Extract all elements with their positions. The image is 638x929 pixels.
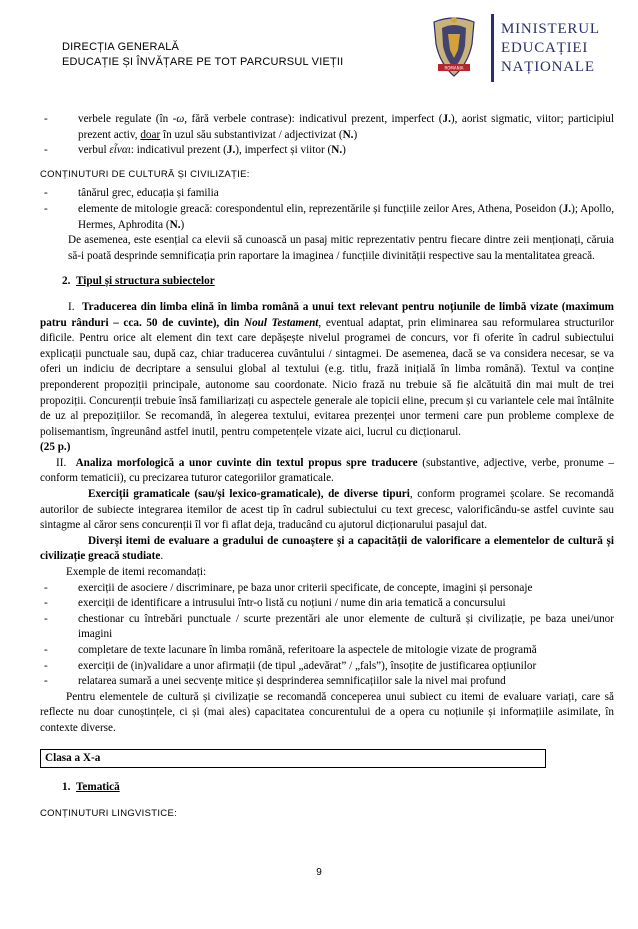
ministry-logo-text — [501, 20, 600, 77]
ministry-line-2: EDUCAȚIEI — [501, 40, 589, 56]
directorate-line-1: DIRECȚIA GENERALĂ — [62, 41, 180, 53]
closing-paragraph: Pentru elementele de cultură și civilizație se recomandă conceperea unui subiect cu itemi de evaluare variați, care să reflecte nu doar cunoștințele, ci și (mai ales) capacitatea concurentului de a opera cu noțiunile și informațiile asimilate, în contexte diverse. — [40, 690, 614, 734]
section-heading: 1. Tematică — [62, 781, 120, 794]
coat-of-arms-icon — [428, 14, 480, 80]
list-item: - exerciții de asociere / discriminare, pe baza unor criterii specificate, de concepte, imagini și personaje — [40, 581, 614, 597]
item-morphology: II. Analiza morfologică a unor cuvinte din textul propus spre traducere (substantive, adjective, verbe, pronume – conform tematicii), cu precizarea tuturor categoriilor gramaticale. — [40, 456, 614, 485]
class-box: Clasa a X-a — [40, 749, 546, 769]
examples-heading: Exemple de itemi recomandați: — [66, 566, 207, 579]
list-item: - chestionar cu întrebări punctuale / scurte prezentări ale unor elemente de cultură și civilizație, pe baza unei/unor imagini — [40, 612, 614, 643]
culture-heading: CONȚINUTURI DE CULTURĂ ȘI CIVILIZAȚIE: — [40, 168, 250, 180]
header-divider — [491, 14, 494, 82]
list-item: - elemente de mitologie greacă: corespondentul elin, reprezentările și funcțiile zeilor Ares, Athena, Poseidon (J.); Apollo, Hermes, Aphrodita (N.) — [40, 202, 614, 233]
document-body — [40, 112, 614, 825]
directorate-line-2: EDUCAȚIE ȘI ÎNVĂȚARE PE TOT PARCURSUL VIEȚII — [62, 56, 344, 68]
section-heading: 2. Tipul și structura subiectelor — [62, 275, 215, 288]
list-item: - exerciții de identificare a intrusului într-o listă cu noțiuni / nume din aria tematică a concursului — [40, 596, 614, 612]
item-translation: I. Traducerea din limba elină în limba română a unui text relevant pentru noțiunile de limbă vizate (maximum patru rânduri – cca. 50 de cuvinte), din Noul Testament, eventual adaptat, prin eliminarea sau reformularea structurilor dificile. Pentru orice alt element din text care depășește nivelul programei de concurs, vor fi oferite în cadrul subiectului explicații punctuale sau, după caz, chiar traducerea cuvântului / sintagmei. De asemenea, dacă se va considera necesar, se va oferi un indiciu de decriptare a sensului global al textului (e.g. titlu, frază inițială în limba română). Textul va conține preponderent propoziții principale, autonome sau coordonate. Nicio frază nu trebuie să fie alcătuită din mai mult de trei propoziții. Concurenții trebuie însă familiarizați cu aspectele generale ale topicii eline, precum și cu variantele cele mai întâlnite de uz al prepozițiilor. Se recomandă, în alegerea textului, evitarea prezenței unor termeni care pun probleme complexe de polisemantism, îngreunând astfel inutil, pentru competențele vizate aici, lucrul cu dicționarul. (25 p.) — [40, 300, 615, 454]
exercises-paragraph: Exerciții gramaticale (sau/și lexico-gramaticale), de diverse tipuri, conform programei școlare. Se recomandă autorilor de subiecte integrarea itemilor de acest tip în cadrul subiectului cu text grecesc, valorificându-se astfel cuvinte sau sintagme al căror sens concurenții îl vor fi aflat deja, traducând cu ajutorul dicționarului pasajul dat. — [40, 488, 614, 532]
list-item: - exerciții de (in)validare a unor afirmații (de tipul „adevărat” / „fals”), însoțite de justificarea opțiunilor — [40, 659, 614, 675]
linguistic-heading: CONȚINUTURI LINGVISTICE: — [40, 807, 178, 819]
ministry-line-3: NAȚIONALE — [501, 59, 595, 75]
list-item: - verbele regulate (în -ω, fără verbele contrase): indicativul prezent, imperfect (J.), aorist sigmatic, viitor; participiul prezent activ, doar în uzul său substantivizat / adjectivizat (N.) — [40, 112, 614, 143]
list-item: - relatarea sumară a unei secvențe mitice și desprinderea semnificațiilor sale la nivel mai profund — [40, 674, 614, 690]
ministry-line-1: MINISTERUL — [501, 21, 600, 37]
culture-note: De asemenea, este esențial ca elevii să cunoască un pasaj mitic reprezentativ pentru fiecare dintre zeii menționați, căruia să-i poată desprinde semnificația prin raportare la imaginea / funcțiile divinității respective sau la mentalitatea greacă. — [68, 234, 614, 262]
list-item: - verbul εἶναι: indicativul prezent (J.), imperfect și viitor (N.) — [40, 143, 614, 159]
list-item: - completare de texte lacunare în limba română, referitoare la aspectele de mitologie vizate de programă — [40, 643, 614, 659]
directorate-header — [62, 40, 343, 70]
list-item: - tânărul grec, educația și familia — [40, 186, 614, 202]
diverse-items-paragraph: Diverși itemi de evaluare a gradului de cunoaștere și a capacității de valorificare a elementelor de cultură și civilizație greacă studiate. — [40, 534, 614, 563]
svg-text:ROMANIA: ROMANIA — [444, 65, 464, 71]
page-number: 9 — [316, 867, 322, 878]
